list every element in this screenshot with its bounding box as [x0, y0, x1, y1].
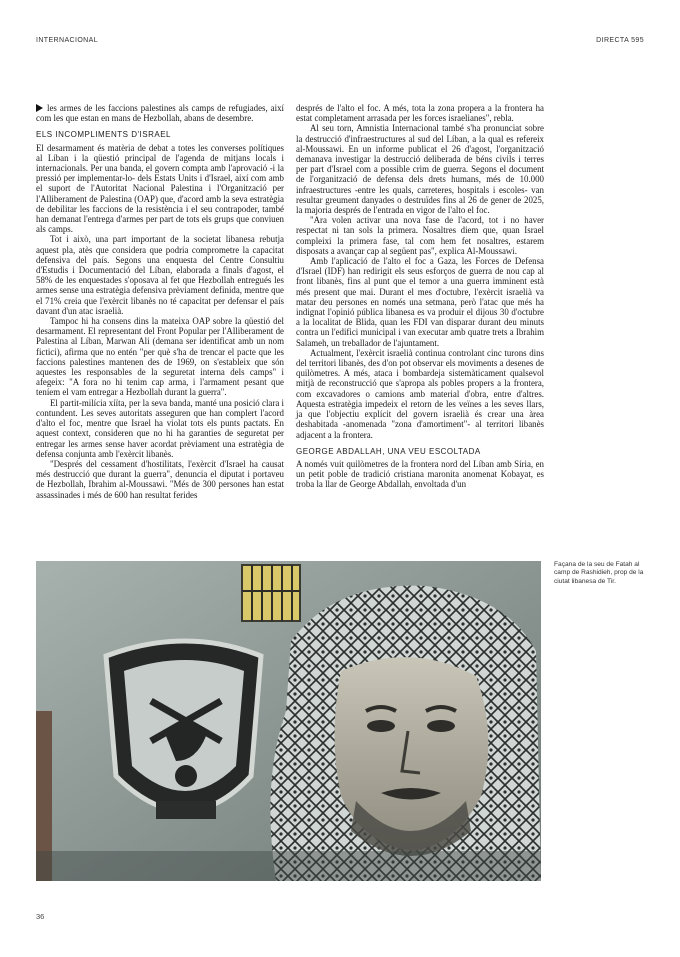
- article-column-1: [36, 103, 284, 500]
- photo-caption: Façana de la seu de Fatah al camp de Rashidieh, prop de la ciutat libanesa de Tir.: [554, 561, 644, 585]
- article-column-2: [296, 103, 544, 490]
- mural-photo: [36, 561, 541, 881]
- paragraph: El partit-milícia xiïta, per la seva banda, manté una posició clara i contundent. Les seves autoritats asseguren que han complert l'acord d'alto el foc, mentre que Israel ha violat tots els punts pactats. En aquest context, consideren que no hi ha garanties de seguretat per entregar les armes sense haver acordat prèviament una estratègia de defensa conjunta amb l'exèrcit libanès.: [36, 397, 284, 459]
- paragraph: "Després del cessament d'hostilitats, l'exèrcit d'Israel ha causat més destrucció que durant la guerra", denuncia el diputat i portaveu de Hezbollah, Ibrahim al-Moussawi. "Més de 300 persones han estat assassinades i més de 600 han resultat ferides: [36, 458, 284, 500]
- barred-window: [242, 565, 300, 621]
- paragraph: Tampoc hi ha consens dins la mateixa OAP sobre la qüestió del desarmament. El representant del Front Popular per l'Alliberament de Palestina al Líban, Marwan Ali (demana ser identificat amb un nom fictici), afirma que no entén "per què s'ha de trencar el pacte que les faccions palestines mantenen des de 1969, on s'estableix que són aquestes les responsables de la seguretat interna dels camps" i afegeix: "A fora no hi tenim cap arma, i l'armament pesant que teníem el vam entregar a Hezbollah durant la guerra".: [36, 316, 284, 398]
- paragraph: Al seu torn, Amnistia Internacional també s'ha pronunciat sobre la destrucció d'infraestructures al sud del Líban, a la qual es refereix al-Moussawi. En un informe publicat el 26 d'agost, l'organització demanava investigar la destrucció deliberada de béns civils i terres per part d'Israel com a possible crim de guerra. Segons el document de l'organització de defensa dels drets humans, més de 10.000 infraestructures -entre les quals, carreteres, hospitals i escoles- van resultar greument danyades o destruïdes fins al 26 de gener de 2025, la majoria després de l'entrada en vigor de l'alto el foc.: [296, 123, 544, 216]
- paragraph: Actualment, l'exèrcit israelià continua controlant cinc turons dins del territori libanès, des d'on pot observar els moviments a desenes de quilòmetres. A més, ataca i bombardeja sistemàticament qualsevol mitjà de reconstrucció que s'apropa als pobles propers a la frontera, com excavadores o camions amb material d'obra, entre d'altres. Aquesta estratègia impedeix el retorn de les veïnes a les seves llars, ja que l'objectiu explícit del govern israelià és crear una àrea deshabitada -anomenada "zona d'amortiment"- al territori libanès adjacent a la frontera.: [296, 347, 544, 440]
- paragraph: A només vuit quilòmetres de la frontera nord del Líban amb Síria, en un petit poble de tradició cristiana maronita anomenat Kobayat, es troba la llar de George Abdallah, envoltada d'un: [296, 458, 544, 490]
- section-heading-1: ELS INCOMPLIMENTS D'ISRAEL: [36, 130, 171, 140]
- paragraph: després de l'alto el foc. A més, tota la zona propera a la frontera ha estat completament arrasada per les forces israelianes", rebla.: [296, 103, 544, 124]
- section-heading-2: GEORGE ABDALLAH, UNA VEU ESCOLTADA: [296, 446, 481, 456]
- section-label: INTERNACIONAL: [36, 37, 98, 44]
- paragraph: "Ara volen activar una nova fase de l'acord, tot i no haver respectat ni tan sols la primera. Nosaltres diem que, quan Israel compleixi la primera fase, tal com hem fet nosaltres, estarem disposats a avançar cap al següent pas", explica Al-Moussawi.: [296, 215, 544, 256]
- intro-text: les armes de les faccions palestines als camps de refugiades, així com les que estan en mans de Hezbollah, abans de desembre.: [36, 103, 284, 124]
- intro-paragraph: [36, 103, 284, 123]
- mural-illustration: [36, 561, 541, 881]
- paragraph: Amb l'aplicació de l'alto el foc a Gaza, les Forces de Defensa d'Israel (IDF) han redirigit els seus esforços de guerra de nou cap al front libanès, fins al punt que el temor a una guerra imminent està més present que mai. Durant el mes d'octubre, l'exèrcit israelià va matar deu persones en només una setmana, però l'atac que més ha indignat l'opinió pública libanesa es va produir el dijous 30 d'octubre a la localitat de Blida, quan les FDI van disparar durant deu minuts contra un l'edifici municipal i van executar amb quatre trets a Ibrahim Salameh, un treballador de l'ajuntament.: [296, 256, 544, 348]
- continue-arrow-icon: [36, 104, 43, 112]
- page-number: 36: [36, 912, 45, 921]
- paragraph: El desarmament és matèria de debat a totes les converses polítiques al Líban i la qüestió principal de l'agenda de mitjans locals i internacionals. Per una banda, el govern compta amb l'aprovació -i la pressió per implementar-lo- dels Estats Units i d'Israel, així com amb el suport de l'Autoritat Nacional Palestina i l'Organització per l'Alliberament de Palestina (OAP) que, d'acord amb la seva estratègia de debilitar les faccions de la resistència i el seu contrapoder, també han demanat l'entrega d'armes per part de tots els grups que conviuen als camps.: [36, 142, 284, 235]
- issue-label: DIRECTA 595: [596, 37, 644, 44]
- paragraph: Tot i això, una part important de la societat libanesa rebutja aquest pla, atès que considera que podria comprometre la capacitat defensiva del país. Segons una enquesta del Centre Consultiu d'Estudis i Documentació del Líban, elaborada a finals d'agost, el 58% de les enquestades s'oposava al fet que Hezbollah entregués les armes sense una estratègia defensiva prèviament definida, mentre que el 71% creia que l'exèrcit libanès no té capacitat per defensar el país davant d'un atac israelià.: [36, 234, 284, 316]
